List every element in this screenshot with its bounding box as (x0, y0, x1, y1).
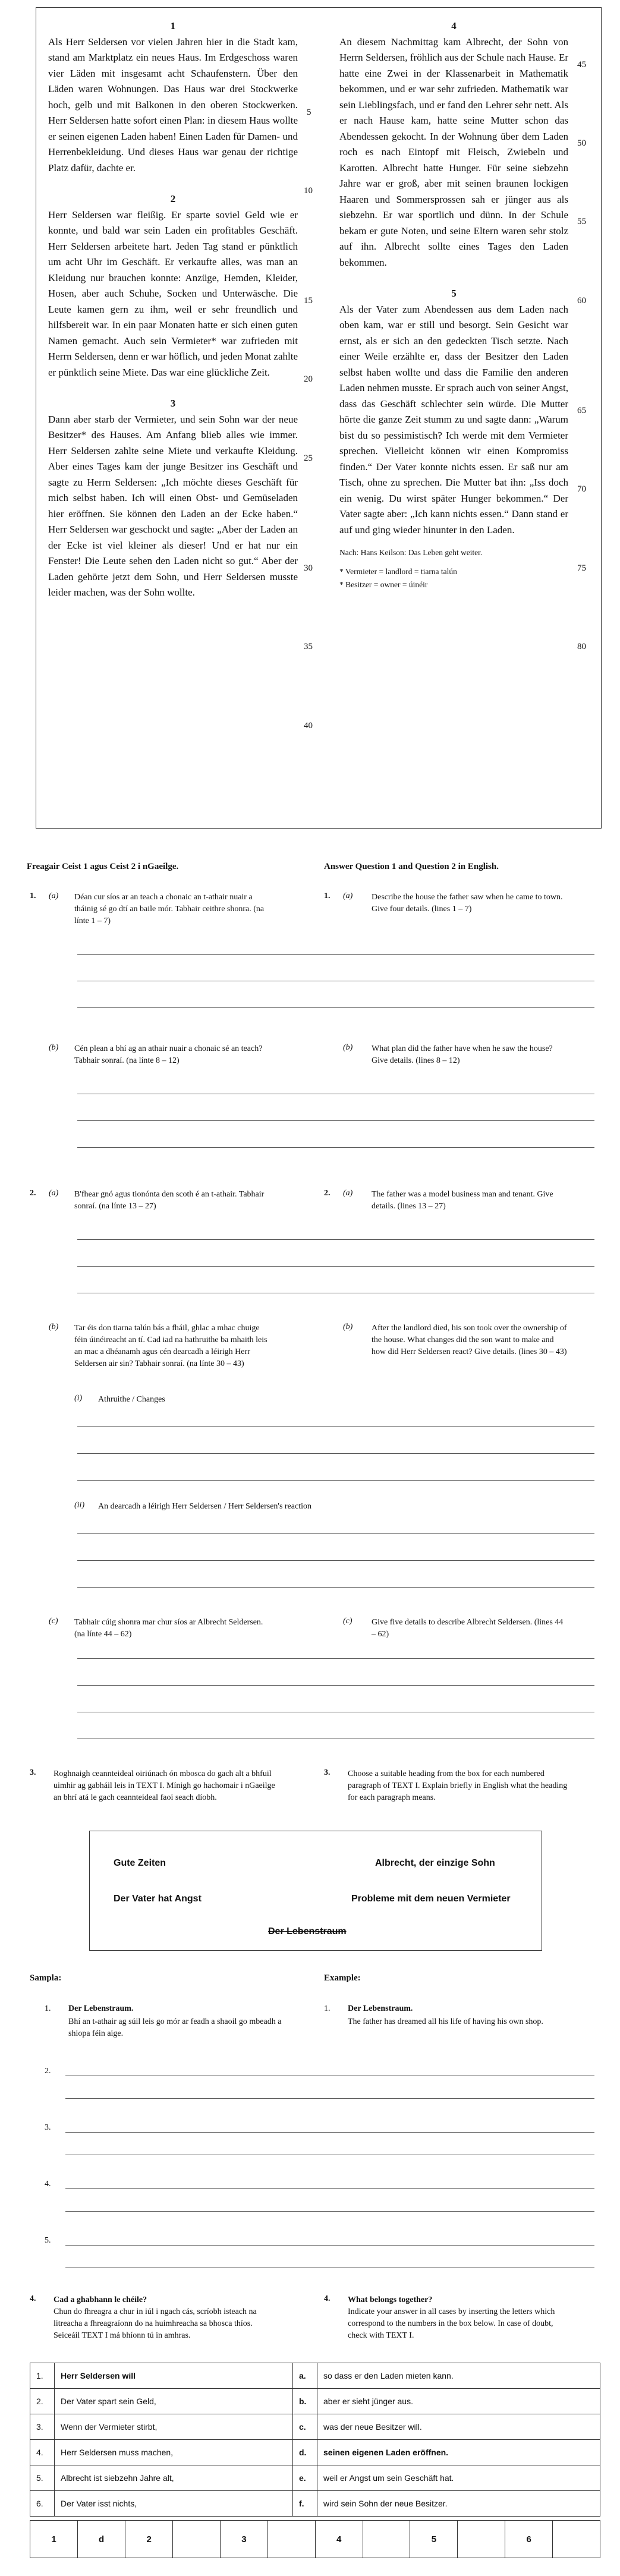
matching-table (30, 2363, 600, 2517)
line-number: 65 (577, 406, 586, 415)
heading-option-used: Der Lebenstraum (268, 1926, 347, 1936)
heading-option: Probleme mit dem neuen Vermieter (351, 1894, 511, 1904)
answer-line[interactable] (77, 1453, 594, 1454)
line-number: 55 (577, 217, 586, 226)
part-label: (i) (74, 1394, 83, 1403)
table-row: 6. Der Vater isst nichts, f. wird sein Sohn der neue Besitzer. (30, 2491, 600, 2517)
line-number: 5 (307, 108, 311, 117)
answer-line[interactable] (77, 1480, 594, 1481)
line-number: 80 (577, 642, 586, 651)
question-number: 2. (324, 1189, 331, 1198)
table-row: 4. Herr Seldersen muss machen, d. seinen eigenen Laden eröffnen. (30, 2440, 600, 2465)
part-label: (ii) (74, 1501, 85, 1510)
line-number: 25 (304, 454, 313, 463)
answer-number: 3. (45, 2123, 51, 2132)
footnote-vermieter: * Vermieter = landlord = tiarna talún (339, 567, 457, 576)
answer-line[interactable] (77, 1658, 594, 1659)
answer-line[interactable] (77, 1533, 594, 1534)
line-number: 60 (577, 296, 586, 306)
text-column-right (339, 18, 568, 591)
paragraph-3: Dann aber starb der Vermieter, und sein Sohn war der neue Besitzer* des Hauses. Am Anfang blieb alles wie immer. Herr Seldersen zahlte seine Miete und verkaufte Kleidung. Aber eines Tages kam der junge Besitzer ins Geschäft und sagte zu Herrn Seldersen: „Ich möchte dieses Geschäft für mich selbst haben. Ich will einen Obst- und Gemüseladen hier eröffnen. Sie können den Laden an der Ecke haben.“ Herr Seldersen war geschockt und sagte: „Aber der Laden an der Ecke ist viel kleiner als dieser! Und er hat nur ein Fenster! Die Leute sehen den Laden nicht so gut.“ Aber der Laden gehörte jetzt dem Sohn, und Herr Seldersen musste leider machen, was der Sohn wollte. (48, 413, 298, 598)
question-number: 3. (30, 1768, 36, 1777)
q2c-irish: Tabhair cúig shonra mar chur síos ar Albrecht Seldersen. (na línte 44 – 62) (74, 1618, 263, 1639)
q1b-irish: Cén plean a bhí ag an athair nuair a chonaic sé an teach? Tabhair sonraí. (na línte 8 – 12) (74, 1044, 263, 1065)
question-number: 4. (324, 2294, 331, 2303)
sample-heading: Der Lebenstraum. (68, 2004, 134, 2013)
answer-number: 2. (45, 2067, 51, 2076)
table-row: 1. Herr Seldersen will a. so dass er den Laden mieten kann. (30, 2363, 600, 2389)
sample-label-irish: Sampla: (30, 1973, 62, 1983)
paragraph-5: Als der Vater zum Abendessen aus dem Laden nach oben kam, war er still und besorgt. Sein Gesicht war ernst, als er sich an den gedeckten Tisch setzte. Nach einer Weile erzählte er, dass der Besitzer den Laden selbst haben wollte und dass die Familie den anderen Laden nehmen musste. Er sprach auch von seiner Angst, dass das Geschäft schlechter sein würde. Die Mutter hörte die ganze Zeit stumm zu und sagte dann: „Warum bist du so pessimistisch? Ich werde mit dem Vermieter sprechen. Vielleicht können wir einen Kompromiss finden.“ Der Vater konnte nichts essen. Er saß nur am Tisch, ohne zu sprechen. Die Mutter bat ihn: „Iss doch ein wenig. Du wirst später Hunger bekommen.“ Der Vater sagte aber: „Ich kann nichts essen.“ Dann stand er auf und ging wieder hinunter in den Laden. (339, 303, 568, 536)
line-number: 10 (304, 186, 313, 196)
part-label: (c) (343, 1617, 353, 1626)
answer-cell[interactable] (553, 2521, 600, 2558)
answer-line[interactable] (65, 2188, 594, 2189)
line-number: 15 (304, 296, 313, 306)
table-row: 2. Der Vater spart sein Geld, b. aber er sieht jünger aus. (30, 2389, 600, 2414)
q3-english: Choose a suitable heading from the box for each numbered paragraph of TEXT I. Explain briefly in English what the heading for each paragraph means. (348, 1769, 568, 1802)
q2b-changes-label: Athruithe / Changes (98, 1395, 165, 1404)
q1b-english: What plan did the father have when he saw the house? Give details. (lines 8 – 12) (372, 1044, 553, 1065)
sample-heading: Der Lebenstraum. (348, 2004, 413, 2013)
answer-line[interactable] (77, 1147, 594, 1148)
line-number: 30 (304, 563, 313, 573)
part-label: (a) (343, 1189, 353, 1198)
table-row: 3. Wenn der Vermieter stirbt, c. was der neue Besitzer will. (30, 2414, 600, 2440)
answer-line[interactable] (65, 2098, 594, 2099)
section-header-irish: Freagair Ceist 1 agus Ceist 2 i nGaeilge. (27, 862, 179, 871)
answer-line[interactable] (77, 1685, 594, 1686)
part-label: (b) (49, 1043, 59, 1052)
line-number: 75 (577, 563, 586, 573)
part-label: (a) (49, 1189, 59, 1198)
paragraph-number: 5 (451, 288, 457, 299)
q2a-irish: B'fhear gnó agus tionónta den scoth é an t-athair. Tabhair sonraí. (na línte 13 – 27) (74, 1190, 265, 1211)
answer-cell[interactable] (173, 2521, 221, 2558)
heading-box (89, 1831, 542, 1951)
table-row: 5. Albrecht ist siebzehn Jahre alt, e. weil er Angst um sein Geschäft hat. (30, 2465, 600, 2491)
part-label: (b) (49, 1322, 59, 1331)
section-header-english: Answer Question 1 and Question 2 in English. (324, 862, 499, 871)
paragraph-1: Als Herr Seldersen vor vielen Jahren hier in die Stadt kam, stand am Marktplatz ein neues Haus. Im Erdgeschoss waren vier Läden mit insgesamt acht Schaufenstern. Über den Läden waren Wohnungen. Das Haus war drei Stockwerke hoch, gelb und mit Balkonen in den oberen Stockwerken. Herr Seldersen hatte sofort einen Plan: in diesem Haus wollte er seinen eigenen Laden haben! Einen Laden für Damen- und Herrenbekleidung. Und dieses Haus war genau der richtige Platz dafür, dachte er. (48, 36, 298, 174)
part-label: (b) (343, 1322, 353, 1331)
sample-answer-english: The father has dreamed all his life of having his own shop. (348, 2017, 543, 2026)
answer-cell[interactable] (267, 2521, 315, 2558)
question-number: 4. (30, 2294, 36, 2303)
answer-line[interactable] (77, 1587, 594, 1588)
text-column-left (48, 18, 298, 616)
heading-option: Gute Zeiten (114, 1858, 166, 1868)
answer-line[interactable] (65, 2245, 594, 2246)
paragraph-number: 1 (170, 20, 176, 32)
q2b-irish: Tar éis don tiarna talún bás a fháil, ghlac a mhac chuige féin úinéireacht an tí. Cad iad na hathruithe ba mhaith leis an mac a dhéanamh agus cén dearcadh a léirigh Herr Seldersen air sin? Tabhair sonraí. (na línte 30 – 43) (74, 1324, 267, 1368)
answer-grid (30, 2520, 600, 2558)
answer-line[interactable] (77, 1266, 594, 1267)
line-number: 40 (304, 721, 313, 730)
part-label: (c) (49, 1617, 58, 1626)
footnote-besitzer: * Besitzer = owner = úinéir (339, 580, 428, 589)
q3-irish: Roghnaigh ceannteideal oiriúnach ón mbosca do gach alt a bhfuil uimhir ag gabháil leis in TEXT I. Mínigh go hachomair i nGaeilge an bhrí atá le gach ceannteideal faoi seach díobh. (53, 1769, 275, 1802)
paragraph-number: 4 (451, 20, 457, 32)
q1a-irish: Déan cur síos ar an teach a chonaic an t-athair nuair a tháinig sé go dtí an baile mór. Tabhair ceithre shonra. (na línte 1 – 7) (74, 893, 265, 925)
source-citation: Nach: Hans Keilson: Das Leben geht weiter. (339, 548, 483, 557)
q2b-english: After the landlord died, his son took over the ownership of the house. What changes did the son want to make and how did Herr Seldersen react? Give details. (lines 30 – 43) (372, 1324, 567, 1356)
question-number: 2. (30, 1189, 36, 1198)
heading-option: Der Vater hat Angst (114, 1894, 202, 1904)
reading-text-box (36, 7, 602, 829)
sample-answer-irish: Bhí an t-athair ag súil leis go mór ar feadh a shaoil go mbeadh a shiopa féin aige. (68, 2017, 282, 2038)
paragraph-2: Herr Seldersen war fleißig. Er sparte soviel Geld wie er konnte, und bald war sein Laden ein profitables Geschäft. Herr Seldersen arbeitete hart. Jeden Tag stand er pünktlich um acht Uhr im Geschäft. Er verkaufte alles, was man an Kleidung nur brauchen konnte: Anzüge, Hemden, Kleider, Hosen, aber auch Schuhe, Socken und Unterwäsche. Die Leute kamen gern zu ihm, weil er sehr freundlich und hilfsbereit war. In ein paar Monaten hatte er sich einen guten Namen gemacht. Auch sein Vermieter* war zufrieden mit Herrn Seldersen, denn er war höflich, und jeden Monat zahlte er pünktlich seine Miete. Das war eine glückliche Zeit. (48, 209, 298, 378)
line-number: 20 (304, 374, 313, 384)
line-number: 35 (304, 642, 313, 651)
question-number: 1. (30, 892, 36, 900)
answer-number: 5. (45, 2236, 51, 2245)
part-label: (a) (49, 892, 59, 900)
answer-line[interactable] (65, 2132, 594, 2133)
sample-number: 1. (45, 2004, 51, 2013)
line-number: 70 (577, 484, 586, 494)
source-and-footnotes (339, 546, 568, 591)
answer-line[interactable] (77, 954, 594, 955)
q2c-english: Give five details to describe Albrecht Seldersen. (lines 44 – 62) (372, 1618, 564, 1639)
sample-label-english: Example: (324, 1973, 361, 1983)
answer-line[interactable] (77, 1007, 594, 1008)
answer-line[interactable] (77, 1120, 594, 1121)
answer-line[interactable] (65, 2211, 594, 2212)
paragraph-4: An diesem Nachmittag kam Albrecht, der Sohn von Herrn Seldersen, fröhlich aus der Schule nach Hause. Er hatte eine Zwei in der Klassenarbeit in Mathematik bekommen, und er war sehr zufrieden. Mathematik war sein Lieblingsfach, und er fand den Lehrer sehr nett. Als er nach Hause kam, hatte seine Mutter schon das Abendessen gekocht. In der Wohnung über dem Laden roch es nach Eintopf mit Fleisch, Zwiebeln und Karotten. Albrecht hatte Hunger. Für seine siebzehn Jahre war er groß, aber mit seinen braunen lockigen Haaren und Sommersprossen sah er jünger aus als siebzehn. Er war sportlich und dünn. In der Schule bekam er gute Noten, und seine Eltern waren sehr stolz auf ihn. Albrecht sollte eines Tages den Laden bekommen. (339, 36, 568, 268)
answer-line[interactable] (77, 1239, 594, 1240)
q1a-english: Describe the house the father saw when he came to town. Give four details. (lines 1 – 7) (372, 893, 563, 914)
heading-option: Albrecht, der einzige Sohn (375, 1858, 495, 1868)
question-number: 3. (324, 1768, 331, 1777)
question-number: 1. (324, 892, 331, 900)
sample-number: 1. (324, 2004, 331, 2013)
answer-number: 4. (45, 2180, 51, 2188)
answer-cell[interactable]: d (78, 2521, 125, 2558)
line-number: 50 (577, 138, 586, 148)
answer-line[interactable] (77, 1560, 594, 1561)
q4-english: What belongs together? Indicate your answer in all cases by inserting the letters which correspond to the numbers in the box below. In case of doubt, check with TEXT I. (348, 2295, 555, 2340)
paragraph-number: 3 (170, 398, 176, 409)
answer-cell[interactable] (458, 2521, 505, 2558)
q2b-reaction-label: An dearcadh a léirigh Herr Seldersen / Herr Seldersen's reaction (98, 1502, 311, 1511)
q4-irish: Cad a ghabhann le chéile? Chun do fhreagra a chur in iúl i ngach cás, scríobh isteach na litreacha a fhreagraíonn do na huimhreacha sa bhosca thíos. Seiceáil TEXT I má bhíonn tú in amhras. (53, 2295, 257, 2340)
part-label: (a) (343, 892, 353, 900)
table-row: 1 d 2 3 4 5 6 (30, 2521, 600, 2558)
answer-cell[interactable] (363, 2521, 410, 2558)
answer-line[interactable] (77, 1426, 594, 1427)
paragraph-number: 2 (170, 193, 176, 204)
q2a-english: The father was a model business man and tenant. Give details. (lines 13 – 27) (372, 1190, 553, 1211)
part-label: (b) (343, 1043, 353, 1052)
line-number: 45 (577, 60, 586, 70)
